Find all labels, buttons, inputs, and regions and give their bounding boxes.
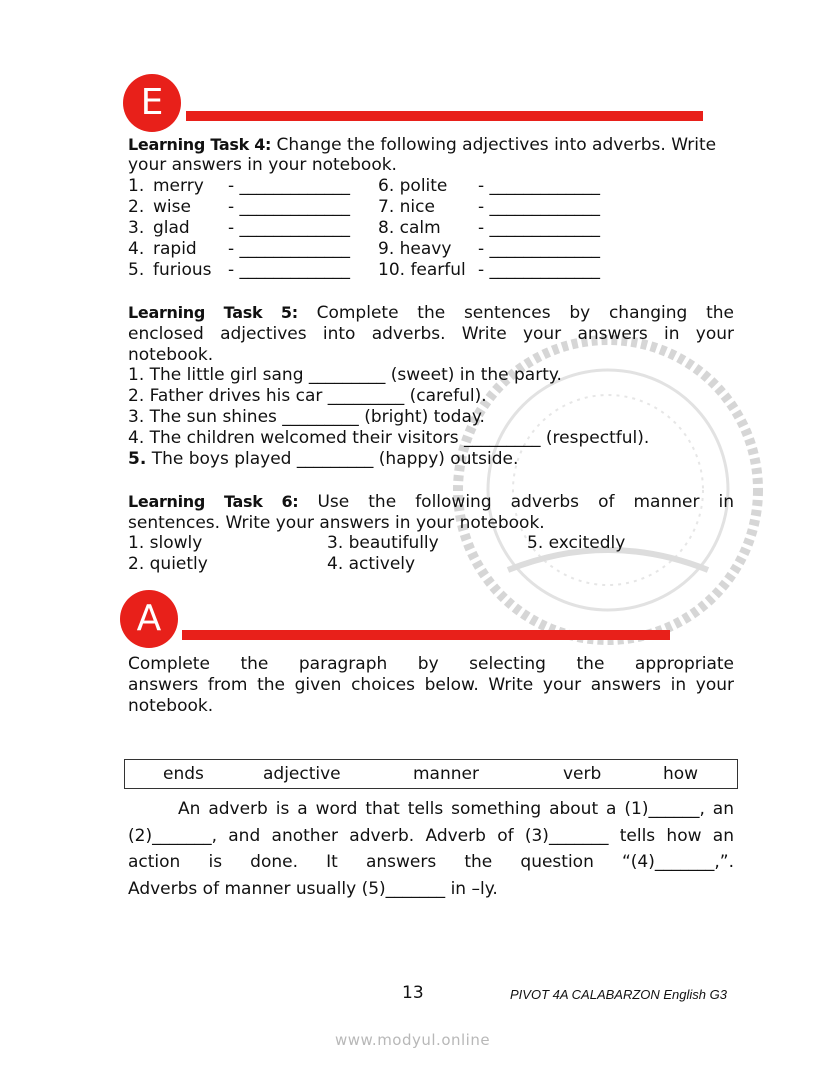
lt6-item: 1. slowly — [128, 533, 203, 553]
lt6-item: 4. actively — [327, 554, 416, 574]
lt5-item: 2. Father drives his car _________ (careful). — [128, 386, 487, 406]
lt6-item: 5. excitedly — [527, 533, 626, 553]
section-a-badge: A — [120, 590, 178, 648]
cloze-line1: An adverb is a word that tells something about a (1)______, an — [178, 799, 734, 819]
lt4-instruction-line2: your answers in your notebook. — [128, 155, 397, 175]
section-a-header — [120, 590, 670, 648]
lt5-item: 4. The children welcomed their visitors _________ (respectful). — [128, 428, 650, 448]
site-watermark: www.modyul.online — [335, 1031, 491, 1049]
lt4-instruction-line1: Learning Task 4: Change the following adjectives into adverbs. Write — [128, 135, 717, 155]
lt5-instruction-line2: enclosed adjectives into adverbs. Write your answers in your — [128, 324, 734, 344]
lt5-label: Learning Task 5: — [128, 303, 298, 322]
page-number: 13 — [402, 983, 424, 1003]
lt4-row: 4. rapid - _____________ 9. heavy - _____________ — [128, 239, 601, 259]
lt4-row: 5. furious - _____________ 10. fearful - _____________ — [128, 260, 601, 280]
lt4-row: 1. merry - _____________ 6. polite - _____________ — [128, 176, 601, 196]
lt5-instruction-line1: Learning Task 5: Complete the sentences by changing the — [128, 303, 734, 323]
choice-word: adjective — [263, 764, 341, 784]
choice-word: verb — [563, 764, 602, 784]
lt5-item: 3. The sun shines _________ (bright) today. — [128, 407, 485, 427]
cloze-line2: (2)_______, and another adverb. Adverb of (3)_______ tells how an — [128, 825, 734, 846]
choice-word: manner — [413, 764, 479, 784]
assim-instruction-line3: notebook. — [128, 696, 214, 716]
footer-title: PIVOT 4A CALABARZON English G3 — [510, 987, 727, 1002]
lt5-instruction — [128, 302, 734, 366]
assim-instruction-line1: Complete the paragraph by selecting the appropriate — [128, 654, 734, 674]
section-e-badge: E — [123, 74, 181, 132]
lt5-instruction-line3: notebook. — [128, 345, 214, 365]
lt6-instruction-line1: Learning Task 6: Use the following adverbs of manner in — [128, 492, 735, 512]
lt6-label: Learning Task 6: — [128, 492, 299, 511]
lt6-item: 2. quietly — [128, 554, 208, 574]
choice-word: ends — [163, 764, 204, 784]
word-choices-box — [124, 759, 738, 789]
section-a-rule — [182, 630, 670, 640]
assim-instruction-line2: answers from the given choices below. Write your answers in your — [128, 675, 734, 695]
cloze-paragraph — [128, 796, 734, 902]
lt5-item: 1. The little girl sang _________ (sweet) in the party. — [128, 365, 562, 385]
lt6-instruction — [128, 491, 734, 534]
cloze-line3: action is done. It answers the question “(4)_______,”. — [128, 852, 734, 872]
lt6-instruction-line2: sentences. Write your answers in your notebook. — [128, 513, 545, 533]
section-e-rule — [186, 111, 703, 121]
lt4-row: 2. wise - _____________ 7. nice - _____________ — [128, 197, 601, 217]
cloze-line4: Adverbs of manner usually (5)_______ in –ly. — [128, 878, 498, 899]
lt4-row: 3. glad - _____________ 8. calm - _____________ — [128, 218, 601, 238]
assimilation-instruction — [128, 654, 734, 717]
section-e-header — [123, 74, 703, 132]
choice-word: how — [663, 764, 699, 784]
lt5-item: 5. The boys played _________ (happy) outside. — [128, 449, 519, 469]
lt4-item-grid — [128, 176, 628, 281]
lt6-item: 3. beautifully — [327, 533, 439, 553]
lt4-label: Learning Task 4: — [128, 135, 272, 154]
